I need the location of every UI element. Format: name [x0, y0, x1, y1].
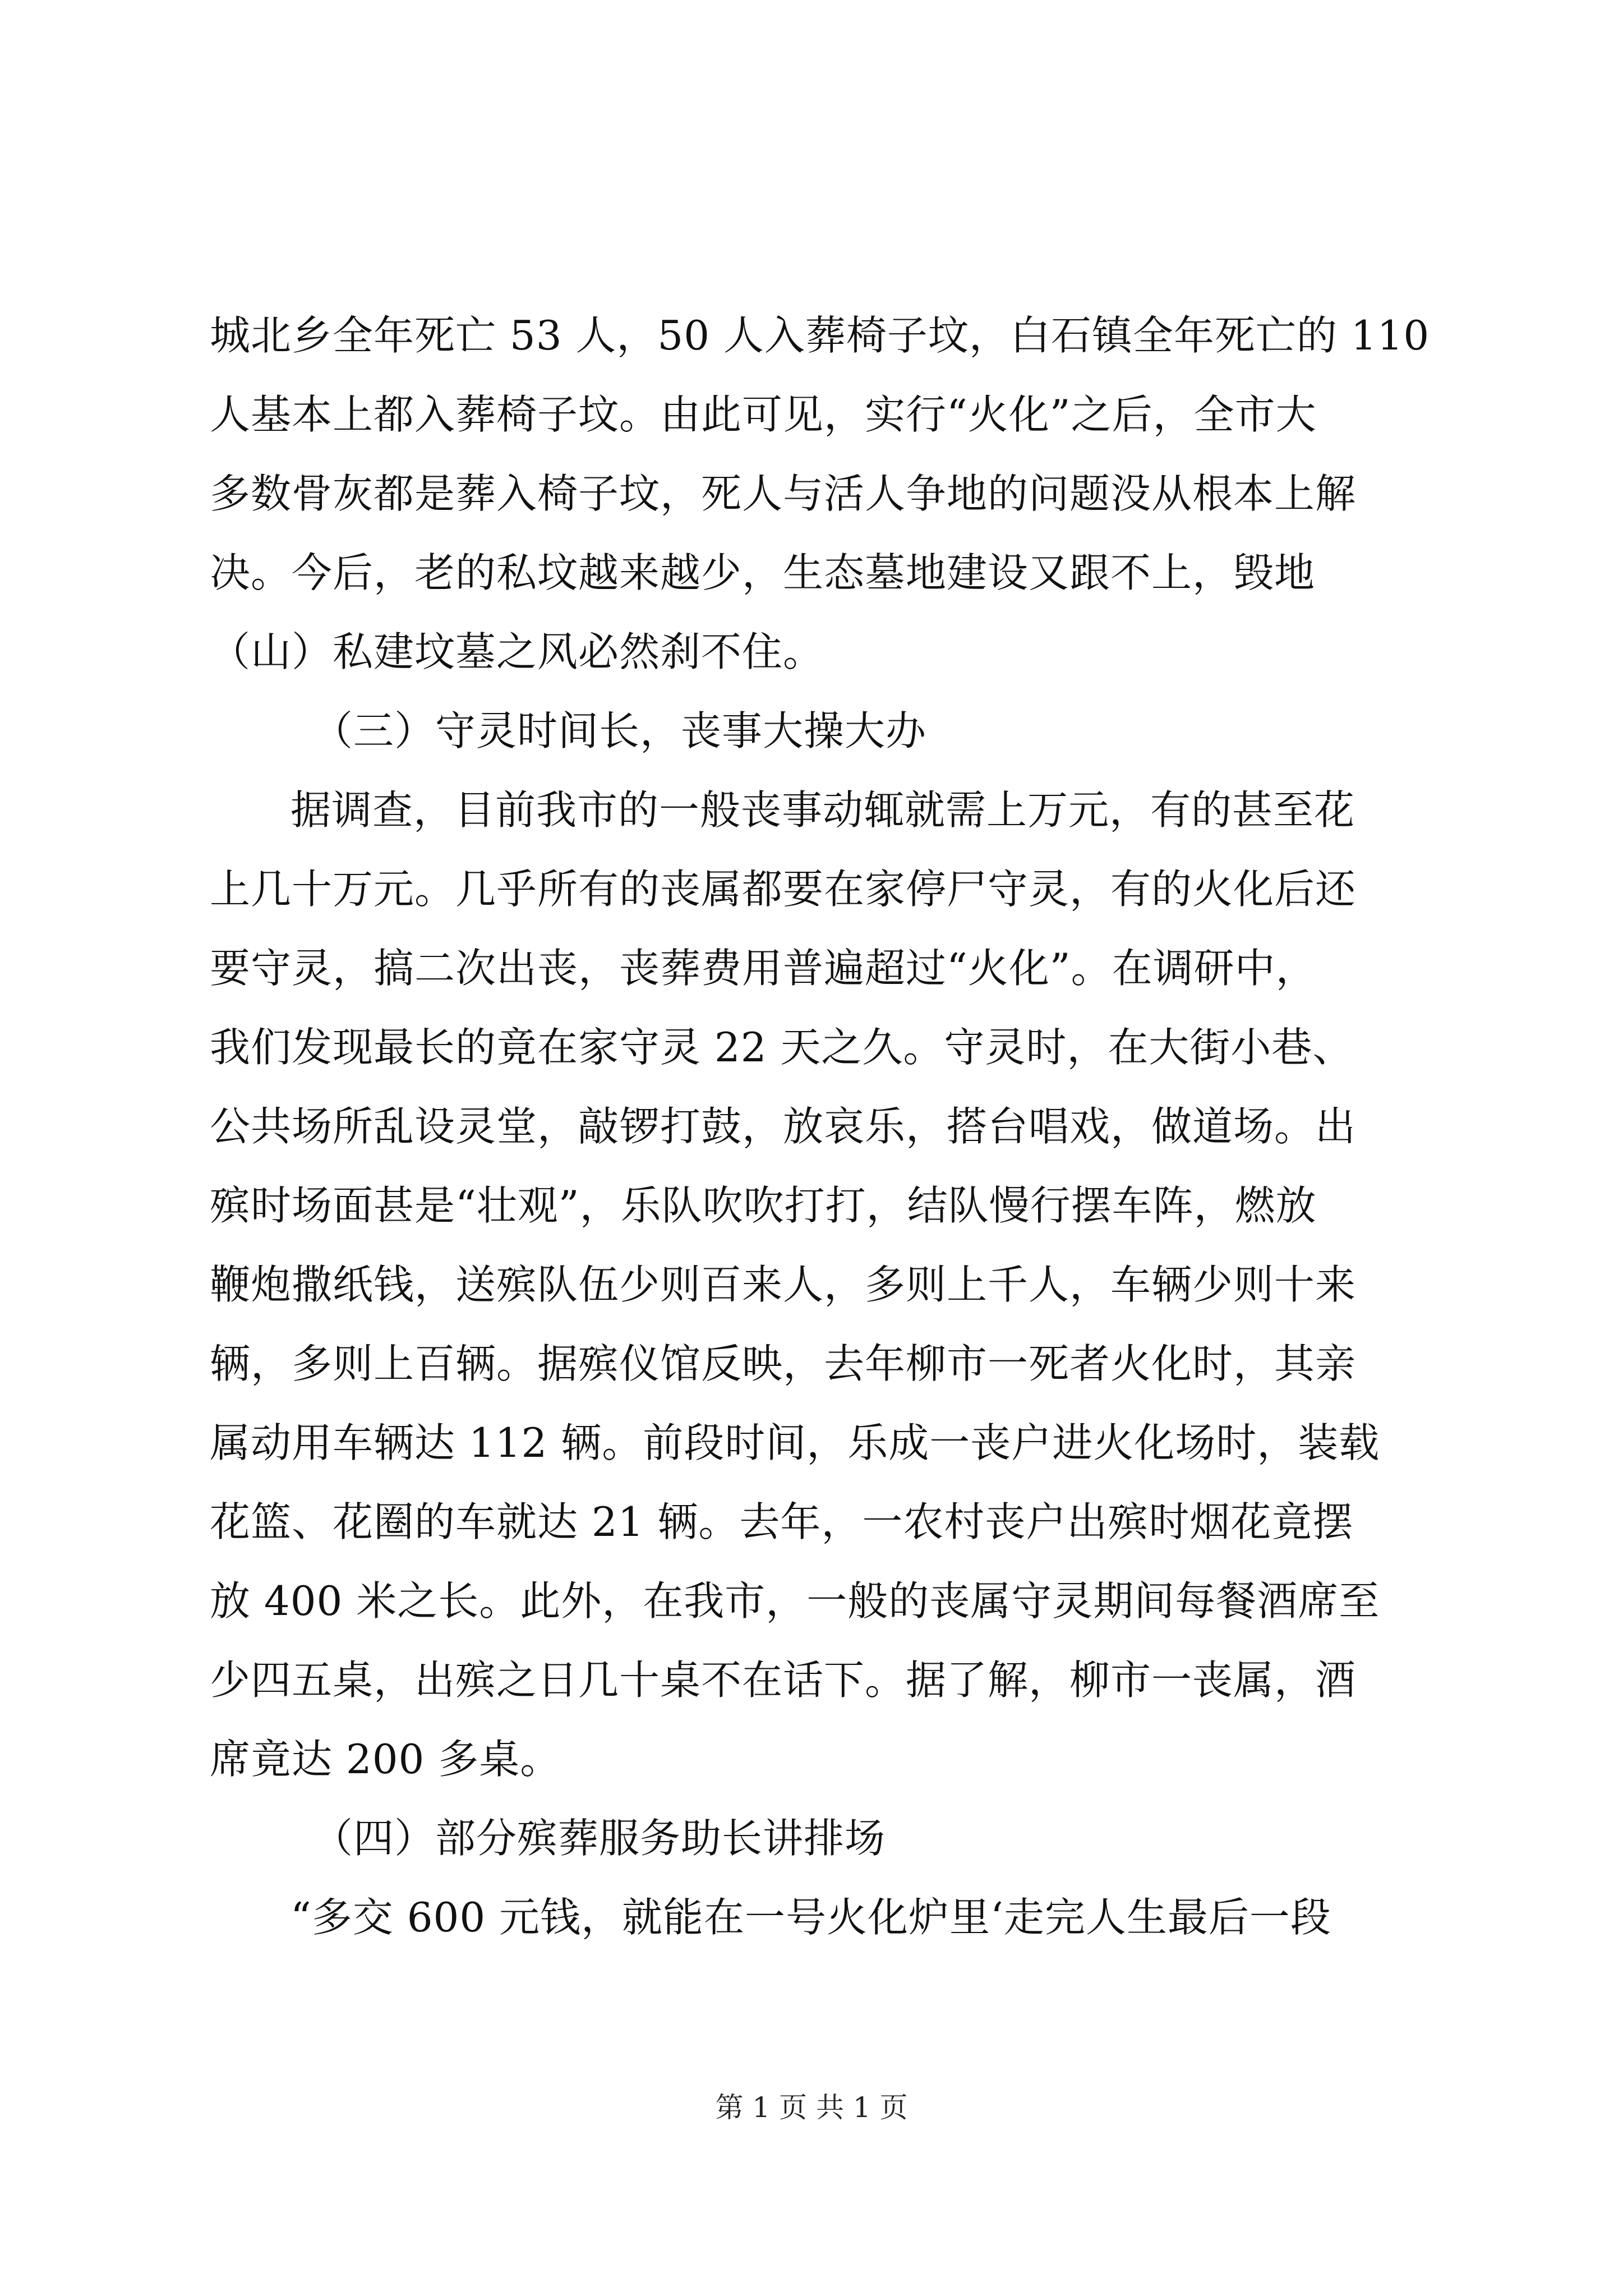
- text-line: 辆，多则上百辆。据殡仪馆反映，去年柳市一死者火化时，其亲: [210, 1340, 1357, 1387]
- text-line: 公共场所乱设灵堂，敲锣打鼓，放哀乐，搭台唱戏，做道场。出: [210, 1103, 1357, 1150]
- section-heading: （三）守灵时间长，丧事大操大办: [312, 707, 927, 754]
- text-line: 我们发现最长的竟在家守灵 22 天之久。守灵时，在大街小巷、: [210, 1024, 1354, 1071]
- text-line: 决。今后，老的私坟越来越少，生态墓地建设又跟不上，毁地: [210, 549, 1316, 596]
- text-line: 多数骨灰都是葬入椅子坟，死人与活人争地的问题没从根本上解: [210, 470, 1357, 517]
- paragraph-first-line: “多交 600 元钱，就能在一号火化炉里‘走完人生最后一段: [291, 1894, 1331, 1941]
- text-line: 席竟达 200 多桌。: [210, 1736, 561, 1783]
- text-line: 城北乡全年死亡 53 人，50 人入葬椅子坟，白石镇全年死亡的 110: [210, 312, 1430, 359]
- text-line: 少四五桌，出殡之日几十桌不在话下。据了解，柳市一丧属，酒: [210, 1657, 1357, 1704]
- text-line: 殡时场面甚是“壮观”，乐队吹吹打打，结队慢行摆车阵，燃放: [210, 1182, 1317, 1229]
- text-line: 属动用车辆达 112 辆。前段时间，乐成一丧户进火化场时，装载: [210, 1419, 1380, 1466]
- text-line: 人基本上都入葬椅子坟。由此可见，实行“火化”之后，全市大: [210, 391, 1317, 438]
- paragraph-first-line: 据调查，目前我市的一般丧事动辄就需上万元，有的甚至花: [291, 786, 1355, 834]
- text-line: （山）私建坟墓之风必然刹不住。: [210, 628, 824, 675]
- text-line: 要守灵，搞二次出丧，丧葬费用普遍超过“火化”。在调研中，: [210, 945, 1317, 992]
- text-line: 花篮、花圈的车就达 21 辆。去年，一农村丧户出殡时烟花竟摆: [210, 1498, 1354, 1545]
- text-line: 鞭炮撒纸钱，送殡队伍少则百来人，多则上千人，车辆少则十来: [210, 1261, 1357, 1308]
- page-footer: 第 1 页 共 1 页: [715, 2091, 908, 2124]
- section-heading: （四）部分殡葬服务助长讲排场: [312, 1815, 886, 1862]
- text-line: 放 400 米之长。此外，在我市，一般的丧属守灵期间每餐酒席至: [210, 1577, 1380, 1625]
- text-line: 上几十万元。几乎所有的丧属都要在家停尸守灵，有的火化后还: [210, 866, 1357, 913]
